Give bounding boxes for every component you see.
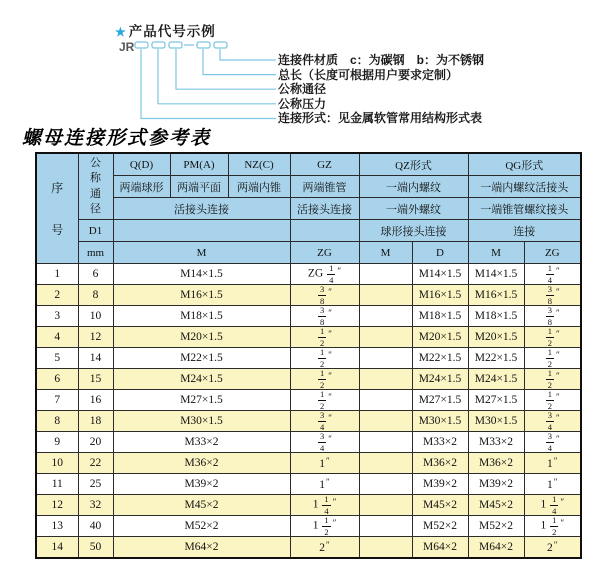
header-qg-m: M bbox=[468, 242, 524, 264]
cell-m: M52×2 bbox=[113, 516, 290, 537]
fraction: $\frac{1}{4}$ bbox=[552, 494, 557, 516]
cell-qz-m bbox=[359, 285, 412, 306]
inch-mark: ″ bbox=[328, 328, 332, 339]
table-row bbox=[36, 432, 581, 453]
cell-no: 6 bbox=[36, 369, 78, 390]
fraction: $\frac{1}{4}$ bbox=[324, 494, 329, 516]
inch-mark: ″ bbox=[553, 477, 558, 487]
table-head bbox=[36, 153, 581, 264]
cell-qg-zg: 2″ bbox=[524, 537, 581, 559]
cell-m: M64×2 bbox=[113, 537, 290, 559]
diagram-labels bbox=[278, 53, 484, 126]
inch-mark: ″ bbox=[328, 370, 332, 381]
cell-dn: 50 bbox=[78, 537, 113, 559]
header-empty bbox=[290, 220, 359, 242]
cell-qz-m bbox=[359, 411, 412, 432]
cell-qg-zg: 1″ bbox=[524, 474, 581, 495]
cell-dn: 40 bbox=[78, 516, 113, 537]
cell-qg-zg bbox=[524, 327, 581, 348]
table-row bbox=[36, 390, 581, 411]
cell-qz-m bbox=[359, 495, 412, 516]
cell-qg-zg bbox=[524, 285, 581, 306]
table-title: 螺母连接形式参考表 bbox=[22, 128, 212, 149]
cell-qg-m: M52×2 bbox=[468, 516, 524, 537]
cell-m: M20×1.5 bbox=[113, 327, 290, 348]
diagram-label: 公称压力 bbox=[278, 96, 327, 111]
cell-no: 8 bbox=[36, 411, 78, 432]
cell-qz-m bbox=[359, 432, 412, 453]
cell-qz-d: M64×2 bbox=[412, 537, 468, 559]
cell-qg-zg: 1 $\frac{1}{4}$ ″ bbox=[524, 495, 581, 516]
cell-dn: 16 bbox=[78, 390, 113, 411]
fraction: $\frac{1}{2}$ bbox=[320, 389, 325, 411]
inch-mark: ″ bbox=[556, 286, 560, 297]
inch-mark: ″ bbox=[326, 456, 330, 466]
header-qg-desc1: 一端内螺纹活接头 bbox=[468, 176, 581, 198]
inch-mark: ″ bbox=[556, 349, 560, 360]
header-d1: D1 bbox=[78, 220, 113, 242]
inch-mark: ″ bbox=[332, 496, 337, 507]
fraction: $\frac{1}{2}$ bbox=[324, 515, 329, 537]
cell-gz-zg bbox=[290, 285, 359, 306]
fraction: $\frac{1}{2}$ bbox=[320, 326, 325, 348]
cell-no: 4 bbox=[36, 327, 78, 348]
diagram-label: 连接形式：见金属软管常用结构形式表 bbox=[278, 111, 483, 126]
cell-qg-m: M36×2 bbox=[468, 453, 524, 474]
inch-mark: ″ bbox=[332, 517, 337, 528]
cell-qz-d: M20×1.5 bbox=[412, 327, 468, 348]
header-q-desc: 两端球形 bbox=[113, 176, 170, 198]
cell-qz-d: M52×2 bbox=[412, 516, 468, 537]
cell-qz-m bbox=[359, 306, 412, 327]
table-row bbox=[36, 306, 581, 327]
cell-m: M36×2 bbox=[113, 453, 290, 474]
fraction: $\frac{1}{4}$ bbox=[329, 263, 334, 285]
header-q: Q(D) bbox=[113, 153, 170, 176]
cell-qz-m bbox=[359, 516, 412, 537]
table-row bbox=[36, 495, 581, 516]
connector-line bbox=[220, 49, 276, 60]
cell-qg-zg bbox=[524, 369, 581, 390]
cell-qg-m: M14×1.5 bbox=[468, 264, 524, 285]
product-code-prefix: JR bbox=[119, 40, 135, 54]
inch-mark: ″ bbox=[326, 477, 330, 487]
cell-no: 11 bbox=[36, 474, 78, 495]
cell-dn: 15 bbox=[78, 369, 113, 390]
cell-m: M27×1.5 bbox=[113, 390, 290, 411]
inch-mark: ″ bbox=[337, 265, 342, 276]
cell-gz-zg bbox=[290, 348, 359, 369]
code-box bbox=[152, 42, 165, 48]
inch-mark: ″ bbox=[328, 391, 332, 402]
cell-m: M22×1.5 bbox=[113, 348, 290, 369]
cell-dn: 8 bbox=[78, 285, 113, 306]
header-gz-conn: 活接头连接 bbox=[290, 198, 359, 220]
cell-no: 10 bbox=[36, 453, 78, 474]
inch-mark: ″ bbox=[328, 286, 332, 297]
cell-qg-m: M22×1.5 bbox=[468, 348, 524, 369]
header-qz: QZ形式 bbox=[359, 153, 468, 176]
cell-dn: 14 bbox=[78, 348, 113, 369]
table-row bbox=[36, 516, 581, 537]
fraction: $\frac{1}{2}$ bbox=[547, 326, 553, 348]
cell-dn: 32 bbox=[78, 495, 113, 516]
header-pm: PM(A) bbox=[170, 153, 228, 176]
table-row bbox=[36, 411, 581, 432]
fraction: $\frac{3}{4}$ bbox=[320, 431, 325, 453]
header-dn: 公称通径 bbox=[78, 153, 113, 220]
cell-qz-m bbox=[359, 327, 412, 348]
cell-qg-m: M33×2 bbox=[468, 432, 524, 453]
header-qz-m: M bbox=[359, 242, 412, 264]
header-union-conn: 活接头连接 bbox=[113, 198, 290, 220]
cell-no: 3 bbox=[36, 306, 78, 327]
table-row bbox=[36, 537, 581, 559]
cell-qg-zg bbox=[524, 348, 581, 369]
header-qg-conn: 连接 bbox=[468, 220, 581, 242]
code-box bbox=[214, 42, 227, 48]
cell-qz-d: M24×1.5 bbox=[412, 369, 468, 390]
header-qg-zg: ZG bbox=[524, 242, 581, 264]
cell-qz-d: M33×2 bbox=[412, 432, 468, 453]
inch-mark: ″ bbox=[556, 391, 560, 402]
cell-qg-zg bbox=[524, 306, 581, 327]
cell-gz-zg bbox=[290, 411, 359, 432]
table-row bbox=[36, 474, 581, 495]
header-qz-desc1: 一端内螺纹 bbox=[359, 176, 468, 198]
reference-table-wrap bbox=[35, 152, 582, 559]
cell-no: 5 bbox=[36, 348, 78, 369]
cell-qg-m: M64×2 bbox=[468, 537, 524, 559]
cell-gz-zg: 1″ bbox=[290, 474, 359, 495]
cell-qg-zg bbox=[524, 390, 581, 411]
cell-qg-zg bbox=[524, 432, 581, 453]
inch-mark: ″ bbox=[556, 370, 560, 381]
fraction: $\frac{3}{4}$ bbox=[547, 431, 553, 453]
diagram-title-text: 产品代号示例 bbox=[128, 24, 216, 39]
cell-gz-zg bbox=[290, 327, 359, 348]
cell-m: M14×1.5 bbox=[113, 264, 290, 285]
inch-mark: ″ bbox=[328, 412, 332, 423]
table-body bbox=[36, 264, 581, 559]
cell-dn: 10 bbox=[78, 306, 113, 327]
cell-qz-m bbox=[359, 453, 412, 474]
cell-qg-zg bbox=[524, 264, 581, 285]
connector-line bbox=[176, 49, 276, 89]
cell-qz-d: M14×1.5 bbox=[412, 264, 468, 285]
fraction: $\frac{1}{2}$ bbox=[547, 389, 553, 411]
fraction: $\frac{3}{8}$ bbox=[547, 284, 553, 306]
cell-gz-zg bbox=[290, 432, 359, 453]
inch-mark: ″ bbox=[556, 265, 560, 276]
cell-qg-m: M24×1.5 bbox=[468, 369, 524, 390]
cell-qg-zg: 1 $\frac{1}{2}$ ″ bbox=[524, 516, 581, 537]
cell-no: 2 bbox=[36, 285, 78, 306]
cell-qg-m: M16×1.5 bbox=[468, 285, 524, 306]
cell-qg-m: M27×1.5 bbox=[468, 390, 524, 411]
cell-qg-m: M45×2 bbox=[468, 495, 524, 516]
header-gz-desc: 两端锥管 bbox=[290, 176, 359, 198]
cell-no: 12 bbox=[36, 495, 78, 516]
header-empty bbox=[113, 220, 290, 242]
cell-gz-zg: 2″ bbox=[290, 537, 359, 559]
inch-mark: ″ bbox=[328, 307, 332, 318]
cell-qz-d: M39×2 bbox=[412, 474, 468, 495]
cell-gz-zg: 1 $\frac{1}{4}$ ″ bbox=[290, 495, 359, 516]
diagram-label: 连接件材质 c：为碳钢 b：为不锈钢 bbox=[278, 53, 485, 67]
cell-gz-zg: 1 $\frac{1}{2}$ ″ bbox=[290, 516, 359, 537]
inch-mark: ″ bbox=[556, 412, 560, 423]
inch-mark: ″ bbox=[553, 540, 558, 550]
cell-qz-d: M22×1.5 bbox=[412, 348, 468, 369]
cell-qz-m bbox=[359, 369, 412, 390]
inch-mark: ″ bbox=[556, 307, 560, 318]
inch-mark: ″ bbox=[328, 433, 332, 444]
code-box bbox=[135, 42, 148, 48]
inch-mark: ″ bbox=[556, 328, 560, 339]
cell-no: 7 bbox=[36, 390, 78, 411]
cell-no: 9 bbox=[36, 432, 78, 453]
header-seq: 序号 bbox=[36, 153, 78, 264]
fraction: $\frac{3}{4}$ bbox=[320, 410, 325, 432]
cell-qz-d: M16×1.5 bbox=[412, 285, 468, 306]
cell-no: 14 bbox=[36, 537, 78, 559]
cell-qz-d: M36×2 bbox=[412, 453, 468, 474]
inch-mark: ″ bbox=[328, 349, 332, 360]
diagram-label: 公称通径 bbox=[278, 82, 327, 97]
header-m: M bbox=[113, 242, 290, 264]
fraction: $\frac{1}{2}$ bbox=[547, 368, 553, 390]
connector-line bbox=[203, 49, 276, 75]
header-unit: mm bbox=[78, 242, 113, 264]
header-qz-conn: 球形接头连接 bbox=[359, 220, 468, 242]
table-row bbox=[36, 285, 581, 306]
cell-gz-zg bbox=[290, 369, 359, 390]
fraction: $\frac{3}{8}$ bbox=[320, 305, 325, 327]
header-gz: GZ bbox=[290, 153, 359, 176]
cell-qg-m: M18×1.5 bbox=[468, 306, 524, 327]
table-row bbox=[36, 327, 581, 348]
fraction: $\frac{3}{8}$ bbox=[320, 284, 325, 306]
inch-mark: ″ bbox=[556, 433, 560, 444]
cell-qz-m bbox=[359, 348, 412, 369]
table-row bbox=[36, 453, 581, 474]
inch-mark: ″ bbox=[560, 517, 565, 528]
cell-dn: 12 bbox=[78, 327, 113, 348]
diagram-title bbox=[115, 20, 216, 40]
cell-qz-d: M27×1.5 bbox=[412, 390, 468, 411]
code-box bbox=[169, 42, 182, 48]
cell-gz-zg bbox=[290, 390, 359, 411]
fraction: $\frac{3}{8}$ bbox=[547, 305, 553, 327]
inch-mark: ″ bbox=[326, 540, 330, 550]
cell-qz-m bbox=[359, 390, 412, 411]
cell-m: M39×2 bbox=[113, 474, 290, 495]
cell-qg-m: M20×1.5 bbox=[468, 327, 524, 348]
header-pm-desc: 两端平面 bbox=[170, 176, 228, 198]
diagram-label: 总长（长度可根据用户要求定制） bbox=[278, 67, 459, 82]
fraction: $\frac{1}{2}$ bbox=[320, 368, 325, 390]
cell-dn: 6 bbox=[78, 264, 113, 285]
table-row bbox=[36, 369, 581, 390]
cell-qz-d: M30×1.5 bbox=[412, 411, 468, 432]
cell-no: 13 bbox=[36, 516, 78, 537]
reference-table bbox=[35, 152, 582, 559]
cell-qz-d: M18×1.5 bbox=[412, 306, 468, 327]
header-nz-desc: 两端内锥 bbox=[228, 176, 290, 198]
code-box bbox=[197, 42, 210, 48]
cell-m: M33×2 bbox=[113, 432, 290, 453]
cell-dn: 20 bbox=[78, 432, 113, 453]
header-qg-desc2: 一端锥管螺纹接头 bbox=[468, 198, 581, 220]
cell-qg-zg: 1″ bbox=[524, 453, 581, 474]
fraction: $\frac{1}{2}$ bbox=[552, 515, 557, 537]
cell-m: M30×1.5 bbox=[113, 411, 290, 432]
cell-gz-zg bbox=[290, 306, 359, 327]
header-zg: ZG bbox=[290, 242, 359, 264]
cell-dn: 25 bbox=[78, 474, 113, 495]
cell-m: M16×1.5 bbox=[113, 285, 290, 306]
star-icon: ★ bbox=[115, 25, 127, 39]
cell-dn: 18 bbox=[78, 411, 113, 432]
cell-no: 1 bbox=[36, 264, 78, 285]
cell-qz-m bbox=[359, 264, 412, 285]
inch-mark: ″ bbox=[553, 456, 558, 466]
header-nz: NZ(C) bbox=[228, 153, 290, 176]
cell-qz-m bbox=[359, 537, 412, 559]
cell-m: M24×1.5 bbox=[113, 369, 290, 390]
cell-dn: 22 bbox=[78, 453, 113, 474]
table-row bbox=[36, 348, 581, 369]
cell-qz-m bbox=[359, 474, 412, 495]
cell-qg-zg bbox=[524, 411, 581, 432]
header-qz-desc2: 一端外螺纹 bbox=[359, 198, 468, 220]
inch-mark: ″ bbox=[560, 496, 565, 507]
header-qg: QG形式 bbox=[468, 153, 581, 176]
fraction: $\frac{1}{4}$ bbox=[547, 263, 553, 285]
cell-qg-m: M39×2 bbox=[468, 474, 524, 495]
fraction: $\frac{1}{2}$ bbox=[547, 347, 553, 369]
table-row bbox=[36, 264, 581, 285]
cell-qg-m: M30×1.5 bbox=[468, 411, 524, 432]
cell-m: M45×2 bbox=[113, 495, 290, 516]
header-qz-d: D bbox=[412, 242, 468, 264]
cell-gz-zg: 1″ bbox=[290, 453, 359, 474]
fraction: $\frac{3}{4}$ bbox=[547, 410, 553, 432]
cell-qz-d: M45×2 bbox=[412, 495, 468, 516]
cell-gz-zg: ZG $\frac{1}{4}$ ″ bbox=[290, 264, 359, 285]
fraction: $\frac{1}{2}$ bbox=[320, 347, 325, 369]
cell-m: M18×1.5 bbox=[113, 306, 290, 327]
